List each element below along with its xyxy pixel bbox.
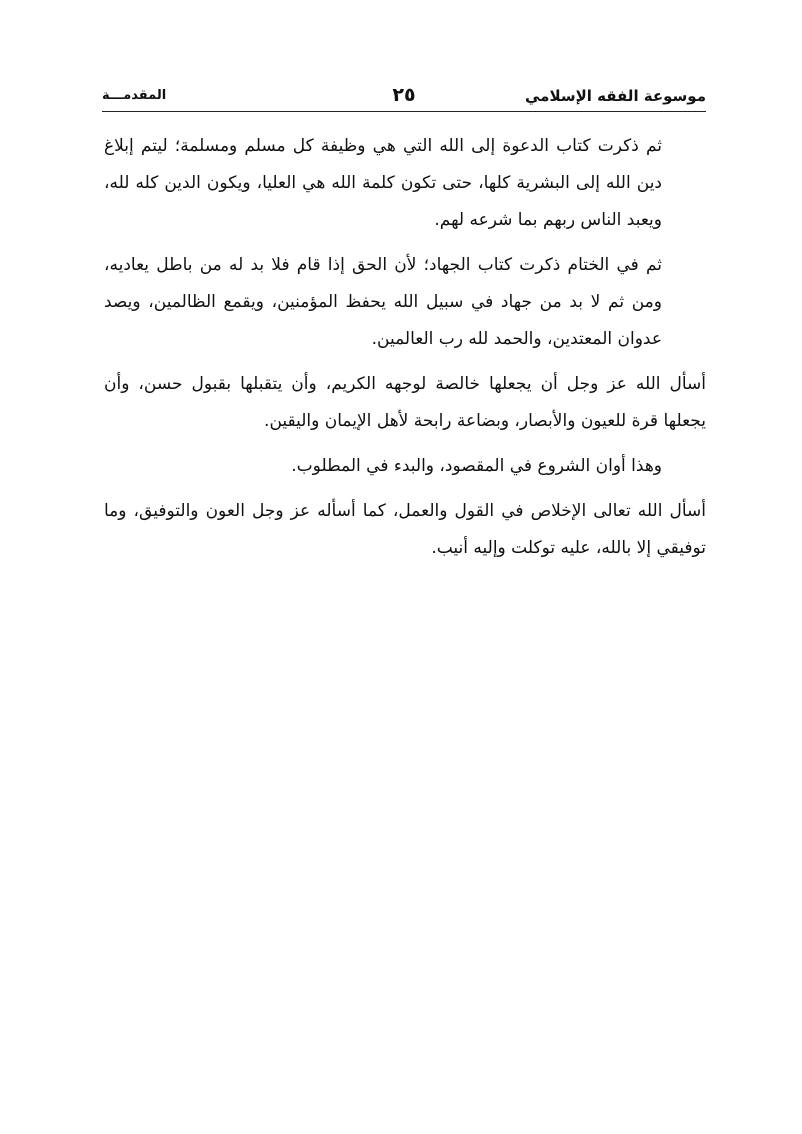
book-title: موسوعة الفقه الإسلامي: [524, 87, 706, 105]
paragraph-supplication: أسأل الله عز وجل أن يجعلها خالصة لوجهه الكريم، وأن يتقبلها بقبول حسن، وأن يجعلها قرة للعيون والأبصار، وبضاعة رابحة لأهل الإيمان واليقين.: [104, 374, 706, 431]
paragraph-commencement: وهذا أوان الشروع في المقصود، والبدء في المطلوب.: [291, 456, 662, 476]
header-divider: [102, 111, 706, 112]
paragraph-jihad: ثم في الختام ذكرت كتاب الجهاد؛ لأن الحق إذا قام فلا بد له من باطل يعاديه، ومن ثم لا بد من جهاد في سبيل الله يحفظ المؤمنين، ويقمع الظالمين، ويصد عدوان المعتدين، والحمد لله رب العالمين.: [104, 255, 662, 349]
section-title: المقدمـــة: [102, 88, 167, 103]
paragraph-dawah: ثم ذكرت كتاب الدعوة إلى الله التي هي وظيفة كل مسلم ومسلمة؛ ليتم إبلاغ دين الله إلى البشرية كلها، حتى تكون كلمة الله هي العليا، ويكون الدين كله لله، ويعبد الناس ربهم بما شرعه لهم.: [104, 136, 662, 230]
paragraph-closing-prayer: أسأل الله تعالى الإخلاص في القول والعمل، كما أسأله عز وجل العون والتوفيق، وما توفيقي إلا بالله، عليه توكلت وإليه أنيب.: [104, 501, 706, 558]
page-number: ٢٥: [392, 84, 416, 106]
page-header: [102, 86, 706, 112]
page-body: [104, 128, 706, 575]
